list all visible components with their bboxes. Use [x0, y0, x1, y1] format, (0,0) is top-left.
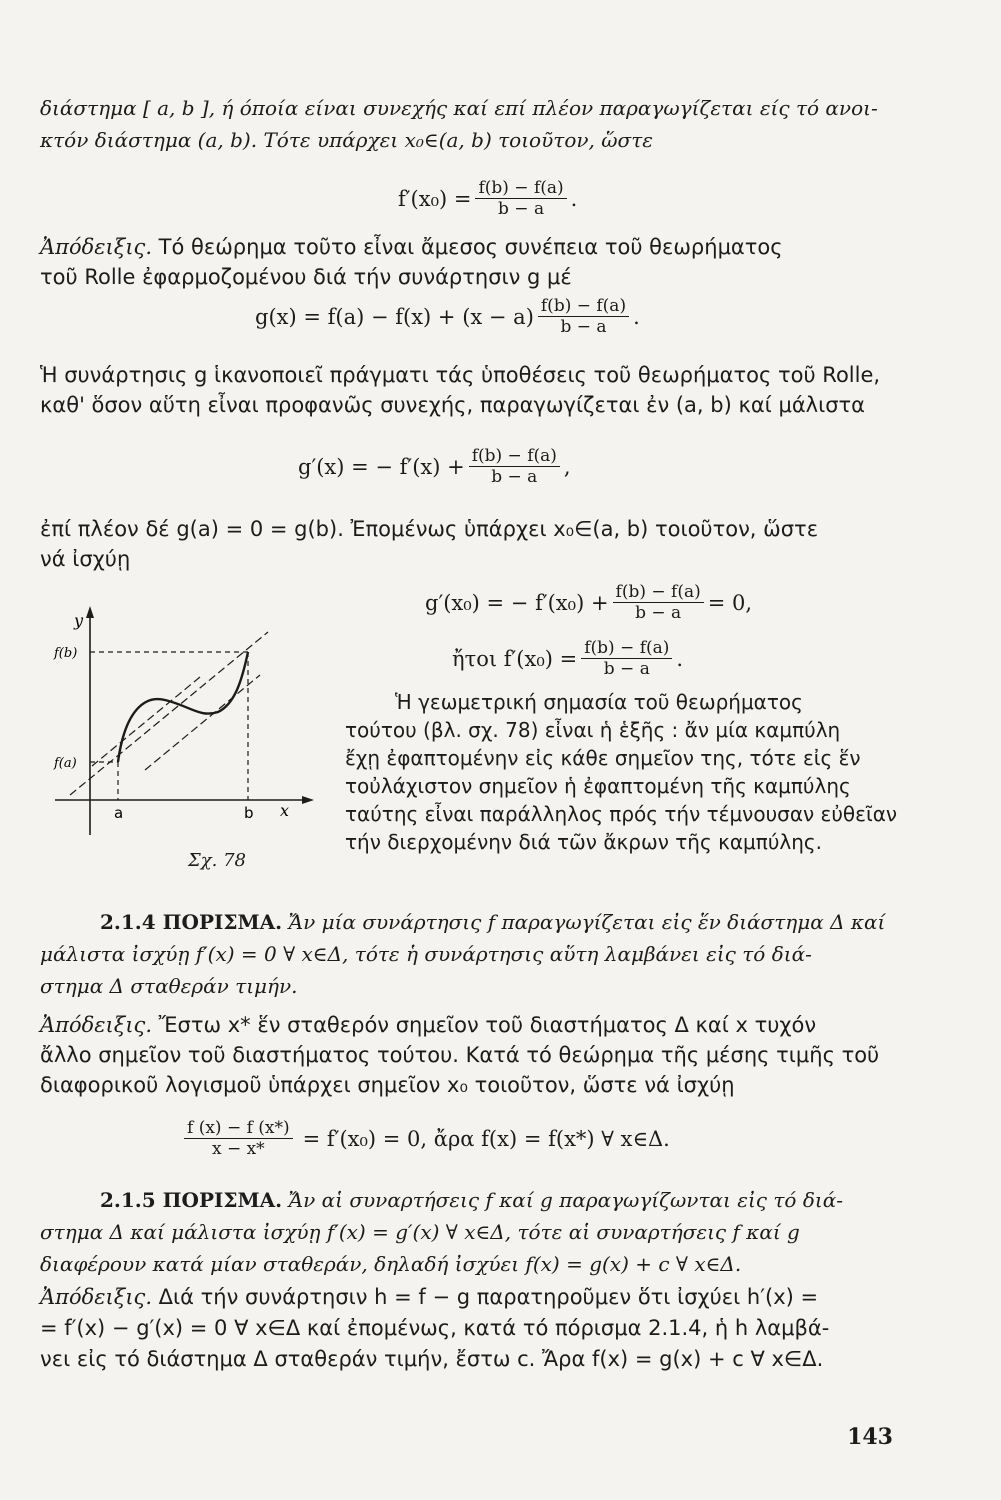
- numerator: f(b) − f(a): [469, 446, 560, 467]
- intro-text: [40, 92, 962, 156]
- equation-g-prime-x0: [425, 582, 752, 623]
- numerator: f(b) − f(a): [581, 638, 672, 659]
- text-line: νά ἰσχύῃ: [40, 547, 131, 571]
- x-axis-label: x: [280, 801, 290, 820]
- y-axis-arrow-icon: [86, 606, 94, 618]
- eq-lhs: f′(x₀) =: [398, 186, 472, 211]
- fraction: [581, 638, 672, 679]
- proof-214: [40, 1010, 962, 1100]
- text-line: διαφέρουν κατά μίαν σταθεράν, δηλαδή ἰσχύει f(x) = g(x) + c ∀ x∈Δ.: [40, 1252, 742, 1276]
- geometric-meaning-text: [345, 688, 900, 856]
- text-span: Ἄν μία συνάρτησις f παραγωγίζεται εἰς ἕν διάστημα Δ καί: [288, 910, 886, 934]
- denominator: x − x*: [211, 1139, 265, 1159]
- a-label: a: [114, 804, 124, 822]
- text-line: τοῦ Rolle ἐφαρμοζομένου διά τήν συνάρτησιν g μέ: [40, 265, 572, 289]
- equation-g: [255, 296, 640, 337]
- equation-g-prime: [298, 446, 571, 487]
- eq-tail: ,: [563, 454, 571, 479]
- denominator: b − a: [560, 317, 607, 337]
- text-line: καθ' ὅσον αὕτη εἶναι προφανῶς συνεχής, παραγωγίζεται ἐν (a, b) καί μάλιστα: [40, 393, 865, 417]
- eq-lhs: g′(x₀) = − f′(x₀) +: [425, 590, 609, 615]
- text-line: Ἡ γεωμετρική σημασία τοῦ θεωρήματος: [395, 690, 803, 714]
- figure-caption: Σχ. 78: [188, 850, 246, 871]
- fb-label: f(b): [54, 646, 78, 661]
- proof-label: Ἀπόδειξις.: [40, 235, 152, 259]
- proof1-text: [40, 232, 962, 292]
- x-axis-arrow-icon: [302, 796, 314, 804]
- tangent-line-1: [92, 677, 200, 766]
- denominator: b − a: [498, 199, 545, 219]
- denominator: b − a: [635, 603, 682, 623]
- text-line: τούτου (βλ. σχ. 78) εἶναι ἡ ἑξῆς : ἄν μία καμπύλη: [345, 718, 841, 742]
- eq-tail: = f′(x₀) = 0, ἄρα f(x) = f(x*) ∀ x∈Δ.: [302, 1126, 670, 1151]
- equation-mean-value: [398, 178, 577, 219]
- fraction: [538, 296, 629, 337]
- numerator: f(b) − f(a): [538, 296, 629, 317]
- fraction: [475, 178, 566, 219]
- fraction: [469, 446, 560, 487]
- numerator: f(b) − f(a): [613, 582, 704, 603]
- eq-tail: .: [633, 304, 640, 329]
- denominator: b − a: [603, 659, 650, 679]
- proof-215: [40, 1282, 962, 1375]
- text-line: ἄλλο σημεῖον τοῦ διαστήματος τούτου. Κατά τό θεώρημα τῆς μέσης τιμῆς τοῦ: [40, 1043, 880, 1067]
- eq-tail: = 0,: [707, 590, 753, 615]
- equation-constant: [180, 1118, 670, 1159]
- function-curve: [118, 652, 248, 762]
- proof-label: Ἀπόδειξις.: [40, 1013, 152, 1037]
- text-line: μάλιστα ἰσχύῃ f′(x) = 0 ∀ x∈Δ, τότε ἡ συνάρτησις αὕτη λαμβάνει εἰς τό διά-: [40, 942, 812, 966]
- numerator: f (x) − f (x*): [184, 1118, 293, 1139]
- text-line: κτόν διάστημα (a, b). Τότε υπάρχει x₀∈(a, b) τοιοῦτον, ὥστε: [40, 128, 653, 152]
- equation-result: [452, 638, 683, 679]
- y-axis-label: y: [74, 611, 84, 630]
- secant-line: [70, 632, 268, 795]
- text-line: τοὐλάχιστον σημεῖον ἡ ἐφαπτομένη τῆς καμπύλης: [345, 774, 851, 798]
- eq-tail: .: [570, 186, 578, 211]
- eq-lhs: ἤτοι f′(x₀) =: [452, 646, 578, 671]
- page-number: 143: [847, 1424, 893, 1450]
- text-span: Διά τήν συνάρτησιν h = f − g παρατηροῦμεν ὅτι ἰσχύει h′(x) =: [152, 1285, 819, 1309]
- text-line: ταύτης εἶναι παράλληλος πρός τήν τέμνουσαν εὐθεῖαν: [345, 802, 898, 826]
- para3-text: [40, 514, 962, 574]
- text-line: Ἡ συνάρτησις g ἱκανοποιεῖ πράγματι τάς ὑποθέσεις τοῦ θεωρήματος τοῦ Rolle,: [40, 363, 881, 387]
- b-label: b: [244, 804, 254, 822]
- denominator: b − a: [491, 467, 538, 487]
- text-line: διαφορικοῦ λογισμοῦ ὑπάρχει σημεῖον x₀ τοιοῦτον, ὥστε νά ἰσχύῃ: [40, 1073, 735, 1097]
- corollary-heading: 2.1.5 ΠΟΡΙΣΜΑ.: [100, 1188, 283, 1212]
- text-span: Ἔστω x* ἕν σταθερόν σημεῖον τοῦ διαστήματος Δ καί x τυχόν: [152, 1013, 817, 1037]
- text-line: ἔχῃ ἐφαπτομένην εἰς κάθε σημεῖον της, τότε εἰς ἕν: [345, 746, 861, 770]
- tangent-line-2: [145, 675, 260, 770]
- text-line: τήν διερχομένην διά τῶν ἄκρων τῆς καμπύλης.: [345, 830, 822, 854]
- eq-lhs: g(x) = f(a) − f(x) + (x − a): [255, 304, 534, 329]
- text-line: = f′(x) − g′(x) = 0 ∀ x∈Δ καί ἐπομένως, κατά τό πόρισμα 2.1.4, ἡ h λαμβά-: [40, 1316, 830, 1340]
- numerator: f(b) − f(a): [475, 178, 566, 199]
- fa-label: f(a): [54, 756, 77, 771]
- eq-tail: .: [676, 646, 684, 671]
- fraction: [613, 582, 704, 623]
- text-span: Τό θεώρημα τοῦτο εἶναι ἄμεσος συνέπεια τοῦ θεωρήματος: [152, 235, 783, 259]
- para2-text: [40, 360, 962, 420]
- text-line: διάστημα [ a, b ], ή όποία είναι συνεχής καί επί πλέον παραγωγίζεται είς τό ανοι-: [40, 96, 878, 120]
- figure-78: [30, 600, 320, 880]
- corollary-215: [40, 1184, 962, 1280]
- text-line: νει εἰς τό διάστημα Δ σταθεράν τιμήν, ἔστω c. Ἄρα f(x) = g(x) + c ∀ x∈Δ.: [40, 1347, 824, 1371]
- corollary-heading: 2.1.4 ΠΟΡΙΣΜΑ.: [100, 910, 283, 934]
- text-line: στημα Δ σταθεράν τιμήν.: [40, 974, 298, 998]
- fraction: [184, 1118, 293, 1159]
- corollary-214: [40, 906, 962, 1002]
- text-span: Ἄν αἱ συναρτήσεις f καί g παραγωγίζωνται εἰς τό διά-: [288, 1188, 843, 1212]
- eq-lhs: g′(x) = − f′(x) +: [298, 454, 465, 479]
- proof-label: Ἀπόδειξις.: [40, 1285, 152, 1309]
- text-line: ἐπί πλέον δέ g(a) = 0 = g(b). Ἐπομένως ὑπάρχει x₀∈(a, b) τοιοῦτον, ὥστε: [40, 517, 819, 541]
- text-line: στημα Δ καί μάλιστα ἰσχύῃ f′(x) = g′(x) ∀ x∈Δ, τότε αἱ συναρτήσεις f καί g: [40, 1220, 800, 1244]
